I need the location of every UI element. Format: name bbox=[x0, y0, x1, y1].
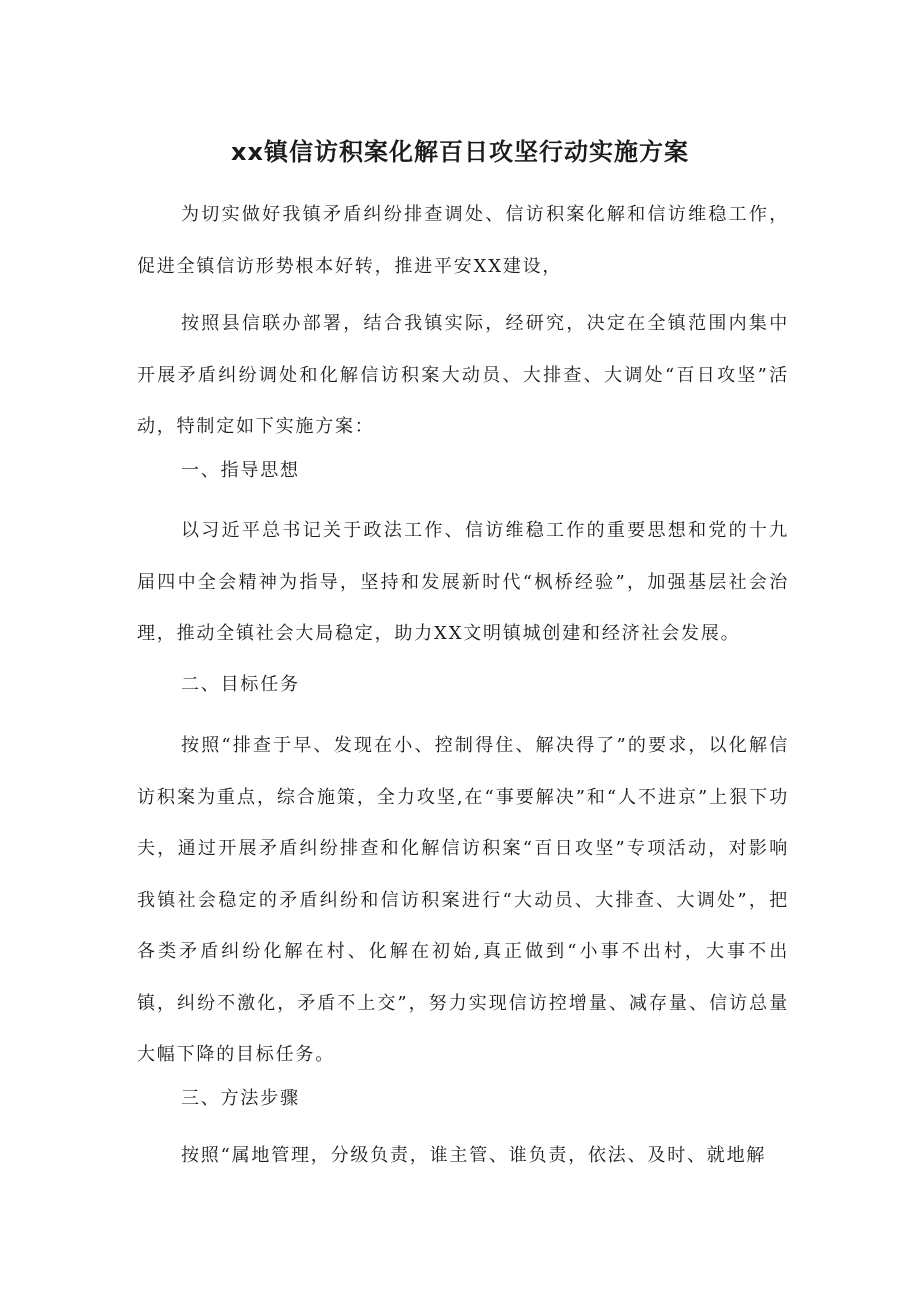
section-heading-methods: 三、方法步骤 bbox=[181, 1088, 300, 1109]
section-heading-goals: 二、目标任务 bbox=[181, 674, 300, 695]
section-text-guiding-ideology: 以习近平总书记关于政法工作、信访维稳工作的重要思想和党的十九届四中全会精神为指导，坚持和发展新时代“枫桥经验”，加强基层社会治理，推动全镇社会大局稳定，助力XX文明镇城创建和经济社会发展。 bbox=[137, 520, 789, 644]
section-text-goals: 按照“排查于早、发现在小、控制得住、解决得了”的要求，以化解信访积案为重点，综合施策，全力攻坚,在“事要解决”和“人不进京”上狠下功夫，通过开展矛盾纠纷排查和化解信访积案“百日攻坚”专项活动，对影响我镇社会稳定的矛盾纠纷和信访积案进行“大动员、大排查、大调处”，把各类矛盾纠纷化解在村、化解在初始,真正做到“小事不出村，大事不出镇，纠纷不激化，矛盾不上交”，努力实现信访控增量、减存量、信访总量大幅下降的目标任务。 bbox=[137, 735, 789, 1065]
intro-paragraph: 为切实做好我镇矛盾纠纷排查调处、信访积案化解和信访维稳工作，促进全镇信访形势根本好转，推进平安XX建设， bbox=[137, 204, 789, 277]
section-text-methods: 按照“属地管理，分级负责，谁主管、谁负责，依法、及时、就地解 bbox=[181, 1145, 767, 1166]
section-heading-guiding-ideology: 一、指导思想 bbox=[181, 460, 300, 481]
document-title: xx镇信访积案化解百日攻坚行动实施方案 bbox=[231, 138, 689, 166]
basis-paragraph: 按照县信联办部署，结合我镇实际，经研究，决定在全镇范围内集中开展矛盾纠纷调处和化解信访积案大动员、大排查、大调处“百日攻坚”活动，特制定如下实施方案： bbox=[137, 313, 789, 437]
